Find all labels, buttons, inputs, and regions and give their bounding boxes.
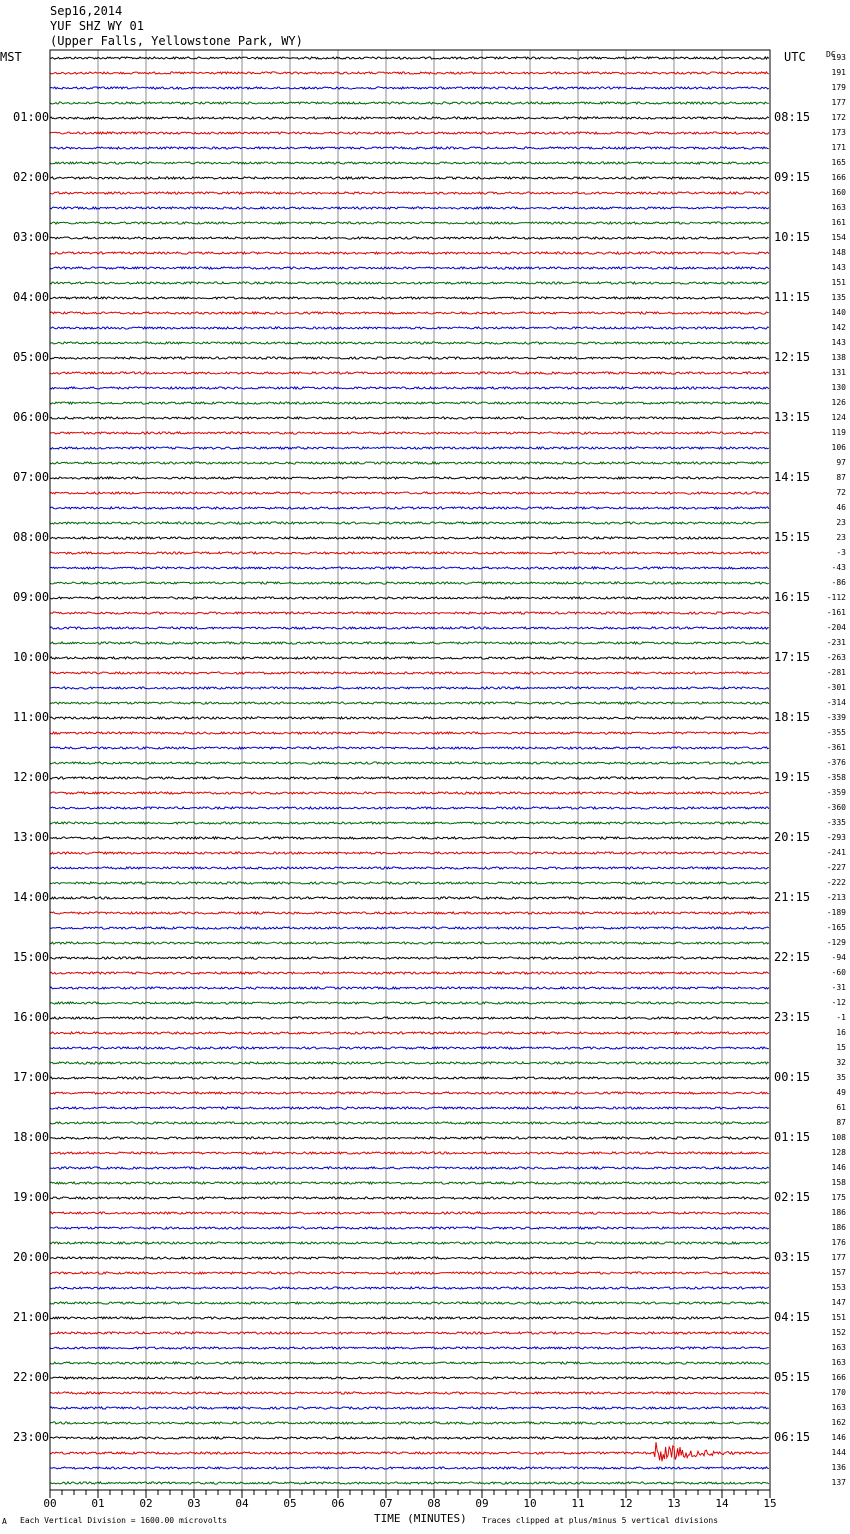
dc-offset-label: 87	[836, 1118, 846, 1127]
right-time-label: 05:15	[774, 1370, 811, 1384]
trace-line	[50, 1242, 769, 1244]
trace-line	[50, 357, 769, 359]
x-tick-label: 07	[379, 1497, 393, 1510]
x-tick-label: 15	[763, 1497, 777, 1510]
right-time-label: 12:15	[774, 350, 811, 364]
scale-note: Each Vertical Division = 1600.00 microvolts	[20, 1516, 228, 1525]
trace-line	[50, 447, 769, 449]
dc-offset-label: -339	[826, 713, 846, 722]
trace-line	[50, 1347, 769, 1349]
trace-line	[50, 402, 769, 404]
trace-line	[50, 132, 769, 134]
dc-offset-label: -358	[826, 773, 846, 782]
left-zone-label: MST	[0, 50, 22, 64]
right-time-label: 21:15	[774, 890, 811, 904]
dc-offset-label: 146	[831, 1163, 846, 1172]
left-time-label: 15:00	[13, 950, 50, 964]
trace-line	[50, 567, 769, 569]
trace-line	[50, 867, 769, 869]
dc-offset-label: -3	[836, 548, 846, 557]
dc-offset-label: 49	[836, 1088, 846, 1097]
right-time-label: 14:15	[774, 470, 811, 484]
x-tick-label: 02	[139, 1497, 153, 1510]
trace-line	[50, 297, 769, 299]
dc-offset-label: -204	[826, 623, 846, 632]
x-tick-label: 11	[571, 1497, 585, 1510]
left-time-label: 22:00	[13, 1370, 50, 1384]
right-time-label: 02:15	[774, 1190, 811, 1204]
left-time-label: 03:00	[13, 230, 50, 244]
left-time-label: 08:00	[13, 530, 50, 544]
trace-line	[50, 1422, 769, 1424]
x-tick-label: 05	[283, 1497, 297, 1510]
dc-offset-label: 142	[831, 323, 846, 332]
station-location: (Upper Falls, Yellowstone Park, WY)	[50, 34, 303, 48]
dc-offset-label: 166	[831, 1373, 846, 1382]
trace-line	[50, 1332, 769, 1334]
trace-line	[50, 477, 769, 479]
footer-mark: A	[2, 1517, 7, 1526]
dc-offset-label: -60	[831, 968, 846, 977]
right-time-label: 09:15	[774, 170, 811, 184]
right-time-label: 16:15	[774, 590, 811, 604]
trace-line	[50, 282, 769, 284]
dc-offset-label: 163	[831, 1403, 846, 1412]
trace-line	[50, 972, 769, 974]
dc-offset-label: 143	[831, 263, 846, 272]
trace-line	[50, 267, 769, 269]
trace-line	[50, 102, 769, 104]
trace-line	[50, 1287, 769, 1289]
right-time-label: 08:15	[774, 110, 811, 124]
dc-offset-label: 136	[831, 1463, 846, 1472]
dc-offset-label: -189	[826, 908, 846, 917]
trace-line	[50, 1062, 769, 1064]
dc-offset-label: -129	[826, 938, 846, 947]
dc-offset-label: 46	[836, 503, 846, 512]
x-tick-label: 01	[91, 1497, 105, 1510]
dc-offset-label: 108	[831, 1133, 846, 1142]
dc-offset-label: 163	[831, 203, 846, 212]
dc-offset-label: -112	[826, 593, 846, 602]
trace-line	[50, 162, 769, 164]
dc-offset-label: 191	[831, 68, 846, 77]
x-tick-label: 14	[715, 1497, 729, 1510]
trace-line	[50, 1182, 769, 1184]
left-time-label: 20:00	[13, 1250, 50, 1264]
dc-offset-label: 137	[831, 1478, 846, 1487]
trace-line	[50, 672, 769, 674]
x-tick-label: 10	[523, 1497, 537, 1510]
trace-line	[50, 537, 769, 539]
dc-offset-label: -43	[831, 563, 846, 572]
dc-offset-label: 23	[836, 533, 846, 542]
trace-line	[50, 597, 769, 599]
trace-line	[50, 612, 769, 614]
trace-line	[50, 1437, 769, 1439]
dc-offset-label: -314	[826, 698, 846, 707]
left-time-label: 11:00	[13, 710, 50, 724]
dc-offset-label: 154	[831, 233, 846, 242]
trace-line	[50, 1407, 769, 1409]
right-time-label: 17:15	[774, 650, 811, 664]
x-tick-label: 00	[43, 1497, 57, 1510]
trace-line	[50, 1257, 769, 1259]
left-time-label: 16:00	[13, 1010, 50, 1024]
left-time-label: 01:00	[13, 110, 50, 124]
trace-line	[50, 687, 769, 689]
dc-offset-label: 61	[836, 1103, 846, 1112]
trace-line	[50, 732, 769, 734]
right-zone-label: UTC	[784, 50, 806, 64]
trace-line	[50, 1272, 769, 1274]
dc-offset-label: 162	[831, 1418, 846, 1427]
trace-line	[50, 1227, 769, 1229]
dc-offset-label: 163	[831, 1358, 846, 1367]
right-time-label: 00:15	[774, 1070, 811, 1084]
dc-offset-label: 157	[831, 1268, 846, 1277]
trace-line	[50, 522, 769, 524]
trace-line	[50, 237, 769, 239]
left-time-label: 13:00	[13, 830, 50, 844]
left-time-label: 21:00	[13, 1310, 50, 1324]
trace-line	[50, 1122, 769, 1124]
dc-offset-label: -213	[826, 893, 846, 902]
trace-line	[50, 1212, 769, 1214]
trace-line	[50, 342, 769, 344]
dc-offset-label: 163	[831, 1343, 846, 1352]
trace-line	[50, 507, 769, 509]
trace-line	[50, 957, 769, 959]
left-time-label: 05:00	[13, 350, 50, 364]
left-time-label: 12:00	[13, 770, 50, 784]
trace-line	[50, 432, 769, 434]
trace-line	[50, 927, 769, 929]
left-time-label: 09:00	[13, 590, 50, 604]
trace-line	[50, 642, 769, 644]
dc-offset-label: 176	[831, 1238, 846, 1247]
trace-line	[50, 882, 769, 884]
dc-offset-label: 130	[831, 383, 846, 392]
dc-offset-label: 143	[831, 338, 846, 347]
left-time-label: 10:00	[13, 650, 50, 664]
trace-line	[50, 1317, 769, 1319]
x-tick-label: 12	[619, 1497, 633, 1510]
right-time-label: 11:15	[774, 290, 811, 304]
trace-line	[50, 1392, 769, 1394]
trace-line	[50, 252, 769, 254]
dc-offset-label: -12	[831, 998, 846, 1007]
right-time-label: 01:15	[774, 1130, 811, 1144]
right-time-label: 10:15	[774, 230, 811, 244]
trace-line	[50, 1377, 769, 1379]
right-time-label: 03:15	[774, 1250, 811, 1264]
trace-line	[50, 1167, 769, 1169]
x-axis	[43, 1490, 776, 1510]
trace-line	[50, 762, 769, 764]
left-time-label: 18:00	[13, 1130, 50, 1144]
dc-offset-label: 147	[831, 1298, 846, 1307]
left-time-label: 07:00	[13, 470, 50, 484]
trace-line	[50, 207, 769, 209]
trace-line	[50, 702, 769, 704]
trace-line	[50, 462, 769, 464]
dc-offset-label: 153	[831, 1283, 846, 1292]
left-time-label: 23:00	[13, 1430, 50, 1444]
x-tick-label: 09	[475, 1497, 489, 1510]
dc-offset-label: -376	[826, 758, 846, 767]
dc-offset-label: 97	[836, 458, 846, 467]
dc-offset-label: -355	[826, 728, 846, 737]
x-tick-label: 08	[427, 1497, 441, 1510]
trace-line	[50, 792, 769, 794]
dc-offset-label: 126	[831, 398, 846, 407]
dc-offset-label: 193	[831, 53, 846, 62]
dc-offset-label: 128	[831, 1148, 846, 1157]
dc-offset-label: 161	[831, 218, 846, 227]
dc-offset-label: 179	[831, 83, 846, 92]
trace-line	[50, 117, 769, 119]
trace-line	[50, 222, 769, 224]
right-time-label: 18:15	[774, 710, 811, 724]
trace-line	[50, 1302, 769, 1304]
right-time-label: 22:15	[774, 950, 811, 964]
left-time-label: 14:00	[13, 890, 50, 904]
trace-line	[50, 372, 769, 374]
dc-offset-label: -360	[826, 803, 846, 812]
trace-line	[50, 1442, 769, 1461]
dc-offset-label: 87	[836, 473, 846, 482]
dc-offset-label: 165	[831, 158, 846, 167]
x-tick-label: 13	[667, 1497, 681, 1510]
trace-line	[50, 492, 769, 494]
trace-line	[50, 1002, 769, 1004]
trace-line	[50, 657, 769, 659]
right-time-label: 23:15	[774, 1010, 811, 1024]
dc-offset-label: -31	[831, 983, 846, 992]
dc-offset-label: -222	[826, 878, 846, 887]
dc-offset-label: 171	[831, 143, 846, 152]
dc-offset-label: 106	[831, 443, 846, 452]
right-time-label: 20:15	[774, 830, 811, 844]
trace-line	[50, 87, 769, 89]
trace-line	[50, 987, 769, 989]
trace-line	[50, 192, 769, 194]
trace-line	[50, 417, 769, 419]
dc-offset-label: -301	[826, 683, 846, 692]
trace-line	[50, 807, 769, 809]
dc-offset-label: -86	[831, 578, 846, 587]
trace-line	[50, 942, 769, 944]
x-tick-label: 04	[235, 1497, 249, 1510]
trace-line	[50, 1017, 769, 1019]
dc-offset-label: 15	[836, 1043, 846, 1052]
dc-offset-label: 23	[836, 518, 846, 527]
dc-offset-label: 135	[831, 293, 846, 302]
trace-line	[50, 822, 769, 824]
dc-offset-label: 72	[836, 488, 846, 497]
trace-line	[50, 1107, 769, 1109]
dc-offset-label: -231	[826, 638, 846, 647]
clip-note: Traces clipped at plus/minus 5 vertical divisions	[482, 1516, 719, 1525]
trace-line	[50, 1137, 769, 1139]
dc-offset-label: 160	[831, 188, 846, 197]
trace-line	[50, 747, 769, 749]
dc-offset-label: 16	[836, 1028, 846, 1037]
dc-offset-label: -165	[826, 923, 846, 932]
dc-offset-label: -335	[826, 818, 846, 827]
trace-line	[50, 1077, 769, 1079]
trace-line	[50, 1092, 769, 1094]
dc-offset-label: 170	[831, 1388, 846, 1397]
dc-offset-label: 151	[831, 1313, 846, 1322]
dc-offset-label: -227	[826, 863, 846, 872]
left-time-label: 04:00	[13, 290, 50, 304]
dc-offset-label: 144	[831, 1448, 846, 1457]
dc-offset-label: -281	[826, 668, 846, 677]
dc-offset-label: 166	[831, 173, 846, 182]
dc-offset-label: 177	[831, 98, 846, 107]
chart-date: Sep16,2014	[50, 4, 123, 18]
dc-offset-label: -263	[826, 653, 846, 662]
dc-offset-label: 175	[831, 1193, 846, 1202]
trace-line	[50, 147, 769, 149]
right-time-label: 19:15	[774, 770, 811, 784]
dc-offset-label: 32	[836, 1058, 846, 1067]
dc-offset-label: -361	[826, 743, 846, 752]
station-code: YUF SHZ WY 01	[50, 19, 144, 33]
trace-line	[50, 777, 769, 779]
dc-offset-label: 35	[836, 1073, 846, 1082]
trace-line	[50, 912, 769, 914]
left-time-label: 19:00	[13, 1190, 50, 1204]
dc-offset-label: 158	[831, 1178, 846, 1187]
trace-line	[50, 1032, 769, 1034]
dc-offset-label: 152	[831, 1328, 846, 1337]
trace-line	[50, 552, 769, 554]
trace-line	[50, 852, 769, 854]
dc-offset-label: 140	[831, 308, 846, 317]
trace-line	[50, 327, 769, 329]
x-tick-label: 03	[187, 1497, 201, 1510]
trace-line	[50, 177, 769, 179]
dc-offset-label: 177	[831, 1253, 846, 1262]
x-axis-label: TIME (MINUTES)	[374, 1512, 467, 1525]
dc-offset-label: 173	[831, 128, 846, 137]
trace-line	[50, 627, 769, 629]
right-time-label: 13:15	[774, 410, 811, 424]
dc-offset-label: -94	[831, 953, 846, 962]
trace-line	[50, 717, 769, 719]
left-time-label: 17:00	[13, 1070, 50, 1084]
trace-line	[50, 897, 769, 899]
trace-line	[50, 582, 769, 584]
dc-offset-label: 148	[831, 248, 846, 257]
trace-line	[50, 1047, 769, 1049]
dc-label: DC	[826, 50, 836, 59]
dc-offset-label: 146	[831, 1433, 846, 1442]
trace-line	[50, 1482, 769, 1484]
trace-line	[50, 1197, 769, 1199]
trace-group	[50, 57, 769, 1484]
minute-grid	[98, 50, 722, 1490]
dc-offset-label: -161	[826, 608, 846, 617]
trace-line	[50, 837, 769, 839]
dc-offset-label: 119	[831, 428, 846, 437]
x-tick-label: 06	[331, 1497, 345, 1510]
dc-offset-label: -293	[826, 833, 846, 842]
dc-offset-label: -241	[826, 848, 846, 857]
dc-offset-label: 186	[831, 1208, 846, 1217]
dc-offset-label: -359	[826, 788, 846, 797]
right-time-label: 15:15	[774, 530, 811, 544]
right-time-label: 06:15	[774, 1430, 811, 1444]
trace-line	[50, 57, 769, 59]
right-time-label: 04:15	[774, 1310, 811, 1324]
dc-offset-label: 138	[831, 353, 846, 362]
dc-offset-label: 186	[831, 1223, 846, 1232]
trace-line	[50, 387, 769, 389]
trace-line	[50, 72, 769, 74]
trace-line	[50, 1152, 769, 1154]
dc-offset-label: -1	[836, 1013, 846, 1022]
dc-offset-label: 172	[831, 113, 846, 122]
left-time-label: 02:00	[13, 170, 50, 184]
left-time-label: 06:00	[13, 410, 50, 424]
dc-offset-label: 124	[831, 413, 846, 422]
dc-offset-label: 131	[831, 368, 846, 377]
dc-offset-label: 151	[831, 278, 846, 287]
trace-line	[50, 312, 769, 314]
trace-line	[50, 1467, 769, 1469]
trace-line	[50, 1362, 769, 1364]
